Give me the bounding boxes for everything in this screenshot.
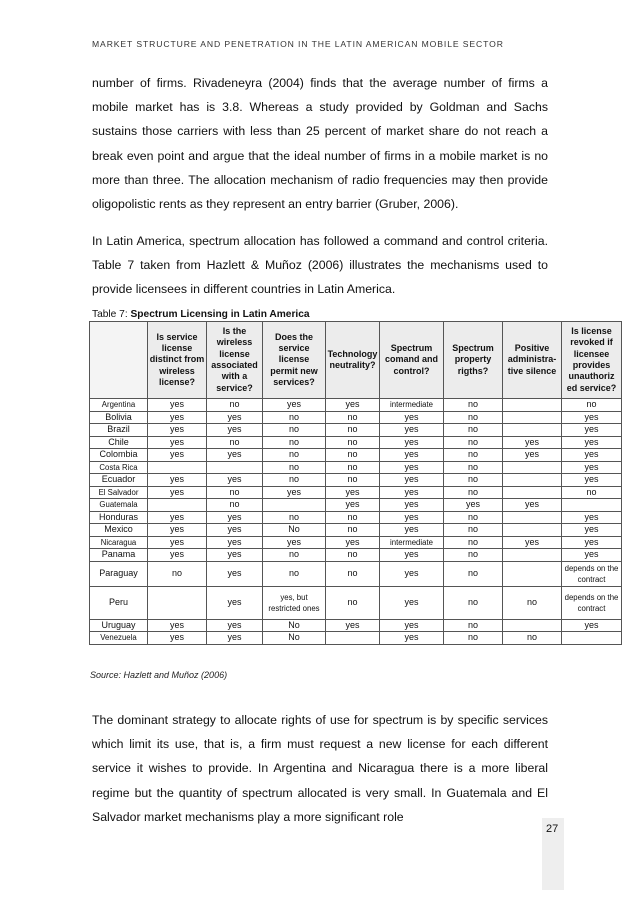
- table-cell: [148, 461, 207, 474]
- table-cell: yes: [503, 449, 562, 462]
- table-cell: yes: [207, 632, 263, 645]
- table-cell: no: [207, 399, 263, 412]
- country-cell: Venezuela: [90, 632, 148, 645]
- table-row: [90, 499, 622, 512]
- table-cell: yes: [263, 486, 326, 499]
- table-cell: yes: [148, 536, 207, 549]
- country-cell: Mexico: [90, 524, 148, 537]
- table-cell: no: [326, 524, 380, 537]
- table-cell: no: [444, 619, 503, 632]
- table-cell: no: [326, 424, 380, 437]
- table-cell: yes: [207, 561, 263, 586]
- table-cell: yes: [562, 549, 622, 562]
- table-row: [90, 411, 622, 424]
- table-cell: no: [444, 461, 503, 474]
- paragraph-2: In Latin America, spectrum allocation has followed a command and control criteria. Table 7 taken from Hazlett & Muñoz (2006) illustrates the mechanisms used to provide licensees in different countries in Latin America.: [92, 234, 548, 297]
- table-cell: yes: [148, 619, 207, 632]
- table-row: [90, 474, 622, 487]
- table-cell: yes: [503, 499, 562, 512]
- table-cell: yes: [326, 399, 380, 412]
- table-cell: no: [444, 632, 503, 645]
- table-cell: no: [444, 536, 503, 549]
- table-row: [90, 524, 622, 537]
- table-cell: yes: [380, 499, 444, 512]
- table-cell: [562, 632, 622, 645]
- table-cell: yes: [263, 399, 326, 412]
- column-header: Technology neutrality?: [326, 322, 380, 399]
- table-cell: yes: [380, 449, 444, 462]
- table-cell: yes: [326, 619, 380, 632]
- table-cell: no: [263, 474, 326, 487]
- table-cell: [503, 399, 562, 412]
- table-cell: yes: [207, 549, 263, 562]
- table-cell: yes: [380, 474, 444, 487]
- table-cell: [503, 424, 562, 437]
- table-cell: no: [326, 449, 380, 462]
- table-cell: yes: [148, 436, 207, 449]
- country-cell: Argentina: [90, 399, 148, 412]
- table-cell: yes: [562, 474, 622, 487]
- table-cell: yes: [380, 561, 444, 586]
- table-cell: yes: [380, 411, 444, 424]
- table-cell: yes, but restricted ones: [263, 586, 326, 619]
- table-cell: no: [263, 511, 326, 524]
- table-cell: no: [444, 411, 503, 424]
- table-cell: yes: [380, 632, 444, 645]
- table-cell: yes: [148, 511, 207, 524]
- table-cell: depends on the contract: [562, 586, 622, 619]
- country-cell: Colombia: [90, 449, 148, 462]
- table-cell: no: [503, 632, 562, 645]
- table-cell: no: [326, 549, 380, 562]
- table-cell: yes: [207, 411, 263, 424]
- table-cell: [562, 499, 622, 512]
- table-cell: no: [444, 549, 503, 562]
- table-cell: no: [207, 499, 263, 512]
- table-source: Source: Hazlett and Muñoz (2006): [90, 670, 228, 680]
- table-cell: yes: [380, 524, 444, 537]
- table-cell: no: [326, 436, 380, 449]
- table-row: [90, 632, 622, 645]
- table-cell: no: [263, 461, 326, 474]
- table-cell: no: [444, 486, 503, 499]
- table-cell: yes: [148, 399, 207, 412]
- table-cell: [503, 549, 562, 562]
- table-cell: no: [444, 586, 503, 619]
- table-caption-prefix: Table 7:: [92, 309, 131, 320]
- country-cell: Ecuador: [90, 474, 148, 487]
- table-cell: no: [444, 424, 503, 437]
- table-row: [90, 619, 622, 632]
- table-cell: yes: [562, 449, 622, 462]
- table-cell: no: [444, 561, 503, 586]
- table-cell: yes: [503, 536, 562, 549]
- column-header: Spectrum comand and control?: [380, 322, 444, 399]
- table-cell: no: [263, 411, 326, 424]
- country-cell: Costa Rica: [90, 461, 148, 474]
- table-cell: yes: [562, 436, 622, 449]
- column-header: Spectrum property rigths?: [444, 322, 503, 399]
- table-cell: yes: [562, 461, 622, 474]
- table-cell: no: [326, 586, 380, 619]
- table-cell: yes: [380, 486, 444, 499]
- table-cell: no: [444, 436, 503, 449]
- table-row: [90, 586, 622, 619]
- table-cell: yes: [562, 536, 622, 549]
- table-cell: [503, 524, 562, 537]
- table-cell: no: [444, 511, 503, 524]
- table-row: [90, 461, 622, 474]
- table-cell: [503, 411, 562, 424]
- table-row: [90, 549, 622, 562]
- country-cell: El Salvador: [90, 486, 148, 499]
- table-cell: [503, 561, 562, 586]
- table-cell: [263, 499, 326, 512]
- table-cell: yes: [207, 449, 263, 462]
- country-cell: Brazil: [90, 424, 148, 437]
- table-cell: depends on the contract: [562, 561, 622, 586]
- table-cell: yes: [380, 586, 444, 619]
- country-cell: Nicaragua: [90, 536, 148, 549]
- table-caption-title: Spectrum Licensing in Latin America: [130, 309, 310, 320]
- table-cell: yes: [444, 499, 503, 512]
- table-cell: no: [326, 511, 380, 524]
- table-cell: no: [562, 486, 622, 499]
- table-caption: [92, 309, 310, 320]
- country-cell: Uruguay: [90, 619, 148, 632]
- running-header: MARKET STRUCTURE AND PENETRATION IN THE LATIN AMERICAN MOBILE SECTOR: [92, 39, 504, 49]
- table-cell: no: [503, 586, 562, 619]
- table-cell: yes: [326, 486, 380, 499]
- country-cell: Bolivia: [90, 411, 148, 424]
- table-cell: No: [263, 524, 326, 537]
- table-cell: [503, 486, 562, 499]
- table-cell: yes: [207, 524, 263, 537]
- table-cell: yes: [380, 424, 444, 437]
- table-cell: intermediate: [380, 536, 444, 549]
- table-cell: no: [263, 549, 326, 562]
- table-cell: No: [263, 619, 326, 632]
- table-cell: yes: [148, 549, 207, 562]
- table-row: [90, 536, 622, 549]
- table-row: [90, 449, 622, 462]
- table-cell: no: [562, 399, 622, 412]
- table-cell: yes: [562, 511, 622, 524]
- table-cell: no: [326, 411, 380, 424]
- table-header-row: [90, 322, 622, 399]
- table-cell: no: [263, 424, 326, 437]
- column-header: Is service license distinct from wireless license?: [148, 322, 207, 399]
- table-cell: no: [207, 486, 263, 499]
- table-cell: yes: [148, 449, 207, 462]
- table-cell: no: [444, 524, 503, 537]
- table-cell: [503, 461, 562, 474]
- table-cell: [503, 474, 562, 487]
- table-row: [90, 511, 622, 524]
- column-header: Is the wireless license associated with a service?: [207, 322, 263, 399]
- table-cell: no: [444, 399, 503, 412]
- table-cell: yes: [148, 524, 207, 537]
- table-cell: yes: [148, 632, 207, 645]
- table-row: [90, 486, 622, 499]
- table-cell: yes: [207, 619, 263, 632]
- table-row: [90, 424, 622, 437]
- table-cell: no: [326, 461, 380, 474]
- table-cell: yes: [263, 536, 326, 549]
- table-cell: yes: [148, 424, 207, 437]
- table-cell: No: [263, 632, 326, 645]
- paragraph-3: The dominant strategy to allocate rights of use for spectrum is by specific services which limit its use, that is, a firm must request a new license for each different service it wishes to provide. In Argentina and Nicaragua there is a more liberal regime but the quantity of spectrum allocated is very small. In Guatemala and El Salvador market mechanisms play a more significant role: [92, 713, 548, 824]
- table-cell: yes: [562, 424, 622, 437]
- table-cell: yes: [503, 436, 562, 449]
- table-cell: no: [263, 561, 326, 586]
- table-cell: no: [326, 561, 380, 586]
- table-row: [90, 399, 622, 412]
- table-cell: [503, 511, 562, 524]
- table-cell: yes: [326, 536, 380, 549]
- page-number: 27: [546, 823, 559, 835]
- table-cell: [207, 461, 263, 474]
- table-cell: [326, 632, 380, 645]
- table-cell: yes: [380, 461, 444, 474]
- table-cell: yes: [207, 511, 263, 524]
- paragraph-1: number of firms. Rivadeneyra (2004) finds that the average number of firms a mobile market has is 3.8. Whereas a study provided by Goldman and Sachs sustains those carriers with less than 25 percent of market share do not reach a break even point and argue that the ideal number of firms in a mobile market is no more than three. The allocation mechanism of radio frequencies may then provide oligopolistic rents as they represent an entry barrier (Gruber, 2006).: [92, 76, 548, 212]
- country-cell: Guatemala: [90, 499, 148, 512]
- table-cell: no: [444, 449, 503, 462]
- table-cell: no: [207, 436, 263, 449]
- column-header: Does the service license permit new services?: [263, 322, 326, 399]
- table-cell: yes: [148, 474, 207, 487]
- table-cell: intermediate: [380, 399, 444, 412]
- country-cell: Chile: [90, 436, 148, 449]
- table-cell: no: [326, 474, 380, 487]
- country-cell: Paraguay: [90, 561, 148, 586]
- table-cell: yes: [207, 536, 263, 549]
- table-cell: yes: [207, 474, 263, 487]
- table-cell: yes: [148, 486, 207, 499]
- column-header: Positive administra-tive silence: [503, 322, 562, 399]
- country-cell: Panama: [90, 549, 148, 562]
- table-row: [90, 561, 622, 586]
- table-cell: yes: [562, 524, 622, 537]
- table-cell: [503, 619, 562, 632]
- table-cell: yes: [380, 549, 444, 562]
- table-cell: yes: [148, 411, 207, 424]
- table-row: [90, 436, 622, 449]
- table-cell: yes: [380, 619, 444, 632]
- table-body: [90, 399, 622, 645]
- table-cell: yes: [562, 411, 622, 424]
- table-cell: no: [148, 561, 207, 586]
- table-cell: yes: [380, 511, 444, 524]
- country-cell: Peru: [90, 586, 148, 619]
- table-cell: no: [263, 449, 326, 462]
- table-cell: no: [444, 474, 503, 487]
- country-cell: Honduras: [90, 511, 148, 524]
- header-corner: [90, 322, 148, 399]
- spectrum-licensing-table: [89, 321, 622, 645]
- table-cell: yes: [380, 436, 444, 449]
- column-header: Is license revoked if licensee provides unauthoriz ed service?: [562, 322, 622, 399]
- table-cell: yes: [207, 586, 263, 619]
- table-cell: [148, 499, 207, 512]
- table-cell: no: [263, 436, 326, 449]
- table-cell: yes: [326, 499, 380, 512]
- table-cell: [148, 586, 207, 619]
- table-cell: yes: [562, 619, 622, 632]
- table-cell: yes: [207, 424, 263, 437]
